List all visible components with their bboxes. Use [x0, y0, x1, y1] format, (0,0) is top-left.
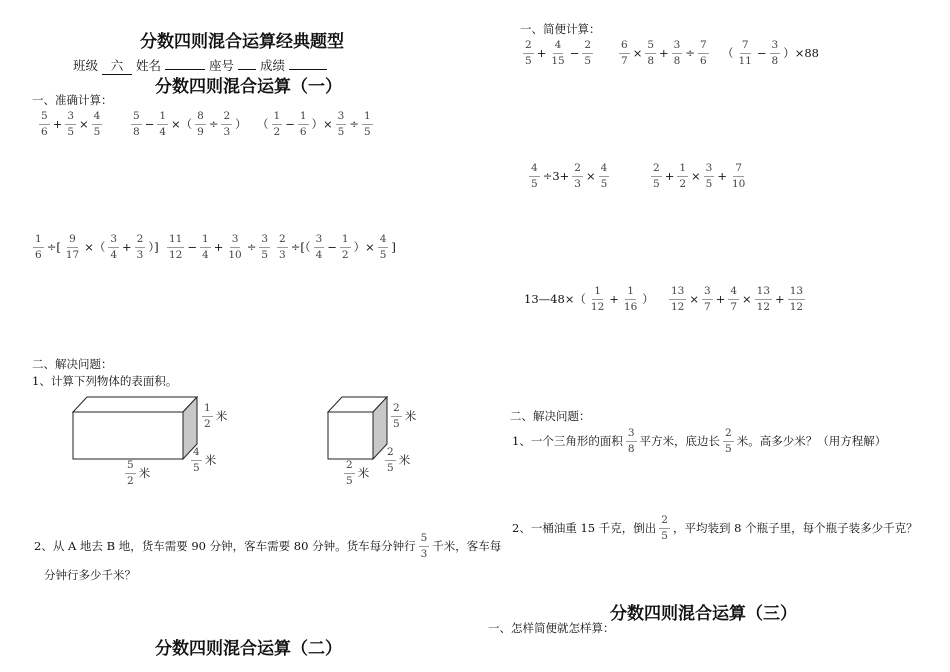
- numerator: 1: [677, 163, 688, 177]
- score-label: 成绩: [259, 58, 285, 73]
- expression-text: 米: [204, 453, 217, 467]
- numerator: 4: [191, 447, 202, 461]
- denominator: 6: [699, 54, 707, 67]
- numerator: 4: [599, 163, 610, 177]
- denominator: 4: [110, 248, 118, 261]
- denominator: 4: [202, 248, 209, 261]
- numerator: 1: [592, 286, 603, 300]
- numerator: 1: [298, 111, 309, 125]
- denominator: 5: [261, 248, 269, 261]
- fraction: [385, 447, 396, 473]
- box1-length-label: [124, 460, 152, 486]
- left-q2-line2: 分钟行多少千米？: [44, 568, 136, 582]
- fraction: [770, 40, 781, 66]
- fraction: [645, 40, 656, 66]
- numerator: 5: [645, 40, 656, 54]
- expression-text: ×: [79, 117, 89, 131]
- denominator: 16: [623, 300, 638, 313]
- fraction: [677, 163, 688, 189]
- class-label: 班级: [73, 58, 99, 73]
- section-2-title: 分数四则混合运算（二）: [155, 639, 342, 659]
- numerator: 4: [553, 40, 564, 54]
- expression-text: +: [715, 292, 726, 306]
- fraction: [391, 403, 402, 429]
- denominator: 3: [574, 177, 581, 190]
- expression-text: ×: [585, 169, 596, 183]
- denominator: 10: [731, 177, 746, 190]
- numerator: 1: [272, 111, 283, 125]
- fraction: [730, 163, 747, 189]
- box1-height-label: [201, 403, 229, 429]
- numerator: 4: [529, 163, 540, 177]
- expression-text: 平方米，底边长: [639, 434, 721, 448]
- seat-label: 座号: [208, 58, 234, 73]
- numerator: 3: [626, 428, 637, 442]
- fraction: [669, 286, 686, 312]
- denominator: 5: [705, 177, 713, 190]
- numerator: 2: [659, 515, 670, 529]
- numerator: 7: [733, 163, 744, 177]
- expression-text: ）×88: [783, 46, 819, 60]
- numerator: 2: [391, 403, 402, 417]
- denominator: 5: [387, 461, 394, 474]
- expression-text: −: [187, 240, 198, 254]
- denominator: 4: [315, 248, 323, 261]
- expression-text: +: [213, 240, 224, 254]
- denominator: 8: [133, 125, 140, 138]
- numerator: 1: [202, 403, 213, 417]
- fraction: [619, 40, 630, 66]
- fraction: [626, 428, 637, 454]
- fraction: [737, 40, 754, 66]
- denominator: 3: [223, 125, 231, 138]
- numerator: 2: [523, 40, 534, 54]
- expression-text: ）: [235, 117, 247, 131]
- expression-text: ）×: [311, 117, 333, 131]
- box1-width-label: [190, 447, 218, 473]
- box2-width-label: [384, 447, 412, 473]
- denominator: 5: [379, 248, 387, 261]
- denominator: 6: [35, 248, 42, 261]
- expression-text: ×: [632, 46, 643, 60]
- right-part1-heading: 一、简便计算：: [520, 22, 601, 36]
- numerator: 2: [572, 163, 583, 177]
- main-title: 分数四则混合运算经典题型: [140, 32, 344, 52]
- denominator: 3: [136, 248, 144, 261]
- expression-text: ÷: [349, 117, 359, 131]
- denominator: 3: [420, 547, 428, 560]
- expression-text: +: [775, 292, 785, 306]
- name-label: 姓名: [135, 58, 161, 73]
- denominator: 2: [679, 177, 687, 190]
- expression-text: +: [536, 46, 547, 60]
- expression-text: ×（: [171, 117, 193, 131]
- numerator: 2: [723, 428, 734, 442]
- expression-text: 米。高多少米？（用方程解）: [736, 434, 887, 448]
- fraction: [788, 286, 805, 312]
- denominator: 5: [393, 417, 400, 430]
- fraction: [755, 286, 772, 312]
- fraction: [651, 163, 662, 189]
- numerator: 2: [582, 40, 593, 54]
- denominator: 12: [756, 300, 771, 313]
- numerator: 5: [131, 111, 142, 125]
- denominator: 6: [299, 125, 307, 138]
- fraction: [191, 447, 202, 473]
- fraction: [622, 286, 639, 312]
- expression-text: ）×: [353, 240, 375, 254]
- denominator: 9: [197, 125, 204, 138]
- denominator: 11: [738, 54, 752, 67]
- numerator: 7: [698, 40, 709, 54]
- right-part3-heading: 一、怎样简便就怎样算：: [488, 621, 615, 635]
- numerator: 5: [125, 460, 136, 474]
- fraction: [549, 40, 566, 66]
- expression-text: −: [569, 46, 580, 60]
- right-q2: [510, 515, 920, 541]
- expression-text: 千米，客车每: [432, 539, 502, 553]
- expression-text: 2、一桶油重 15 千克，倒出: [512, 521, 657, 535]
- right-expr: [618, 40, 710, 66]
- numerator: 2: [221, 111, 232, 125]
- fraction: [589, 286, 606, 312]
- expression-text: ÷3+: [542, 169, 570, 183]
- numerator: 3: [704, 163, 715, 177]
- numerator: 2: [135, 234, 146, 248]
- expression-text: 米: [404, 409, 417, 423]
- right-expr: [522, 40, 594, 66]
- right-expr: [528, 163, 610, 189]
- section-3-title: 分数四则混合运算（三）: [610, 604, 797, 624]
- denominator: 5: [653, 177, 660, 190]
- expression-text: +: [717, 169, 727, 183]
- denominator: 5: [525, 54, 532, 67]
- expression-text: ]: [391, 240, 396, 254]
- fraction: [202, 403, 213, 429]
- denominator: 3: [279, 248, 286, 261]
- left-part2-heading: 二、解决问题：: [32, 357, 113, 371]
- expression-text: 13—48×（: [524, 292, 586, 306]
- fraction: [529, 163, 540, 189]
- denominator: 8: [771, 54, 779, 67]
- numerator: 3: [702, 286, 713, 300]
- expression-text: +: [52, 117, 63, 131]
- right-expr: [522, 286, 656, 312]
- numerator: 2: [277, 234, 288, 248]
- expression-text: +: [122, 240, 132, 254]
- denominator: 10: [228, 248, 242, 261]
- denominator: 5: [661, 529, 668, 542]
- expression-text: ÷: [208, 117, 219, 131]
- expression-text: ×: [742, 292, 752, 306]
- numerator: 1: [362, 111, 373, 125]
- denominator: 5: [93, 125, 101, 138]
- denominator: 8: [673, 54, 681, 67]
- numerator: 2: [344, 460, 355, 474]
- expression-text: 2、从 A 地去 B 地，货车需要 90 分钟，客车需要 80 分钟。货车每分钟行: [34, 539, 416, 553]
- expression-text: ÷: [246, 240, 257, 254]
- numerator: 4: [728, 286, 739, 300]
- numerator: 2: [651, 163, 662, 177]
- numerator: 5: [39, 111, 50, 125]
- numerator: 1: [200, 234, 211, 248]
- numerator: 2: [385, 447, 396, 461]
- denominator: 5: [725, 442, 732, 455]
- expression-text: 米: [215, 409, 228, 423]
- denominator: 5: [584, 54, 592, 67]
- denominator: 5: [337, 125, 345, 138]
- fraction: [702, 286, 713, 312]
- numerator: 11: [167, 234, 184, 248]
- numerator: 3: [314, 234, 325, 248]
- expression-text: +: [609, 292, 619, 306]
- numerator: 1: [340, 234, 351, 248]
- numerator: 3: [770, 40, 781, 54]
- expression-text: ，平均装到 8 个瓶子里，每个瓶子装多少千克？: [672, 521, 918, 535]
- right-expr: [650, 163, 748, 189]
- expression-text: −: [285, 117, 295, 131]
- expression-text: ）: [642, 292, 654, 306]
- denominator: 5: [346, 474, 353, 487]
- denominator: 12: [169, 248, 183, 261]
- denominator: 6: [41, 125, 48, 138]
- fraction: [572, 163, 583, 189]
- expression-text: 米: [357, 466, 370, 480]
- fraction: [698, 40, 709, 66]
- numerator: 7: [740, 40, 751, 54]
- fraction: [659, 515, 670, 541]
- denominator: 12: [789, 300, 804, 313]
- denominator: 5: [531, 177, 538, 190]
- box2-length-label: [343, 460, 371, 486]
- numerator: 3: [259, 234, 270, 248]
- right-expr: [668, 286, 806, 312]
- left-part1-heading: 一、准确计算：: [32, 93, 113, 107]
- fraction: [728, 286, 739, 312]
- numerator: 13: [788, 286, 805, 300]
- section-1-title: 分数四则混合运算（一）: [155, 77, 342, 97]
- expression-text: （: [722, 46, 734, 60]
- numerator: 9: [67, 234, 78, 248]
- denominator: 5: [67, 125, 75, 138]
- expression-text: −: [327, 240, 337, 254]
- fraction: [582, 40, 593, 66]
- denominator: 12: [590, 300, 605, 313]
- left-q2-line1: [32, 533, 503, 559]
- denominator: 2: [341, 248, 349, 261]
- fraction: [344, 460, 355, 486]
- numerator: 13: [669, 286, 686, 300]
- expression-text: +: [659, 46, 669, 60]
- expression-text: −: [756, 46, 767, 60]
- denominator: 2: [273, 125, 281, 138]
- right-part2-heading: 二、解决问题：: [510, 409, 591, 423]
- numerator: 3: [672, 40, 683, 54]
- denominator: 2: [204, 417, 211, 430]
- numerator: 3: [336, 111, 347, 125]
- numerator: 1: [157, 111, 168, 125]
- right-q1: [510, 428, 888, 454]
- left-q1: 1、计算下列物体的表面积。: [32, 374, 178, 388]
- numerator: 6: [619, 40, 630, 54]
- numerator: 8: [195, 111, 206, 125]
- fraction: [599, 163, 610, 189]
- numerator: 3: [108, 234, 119, 248]
- numerator: 4: [92, 111, 103, 125]
- numerator: 3: [65, 111, 76, 125]
- expression-text: −: [144, 117, 155, 131]
- expression-text: ÷[（: [290, 240, 311, 254]
- expression-text: ÷[: [46, 240, 61, 254]
- denominator: 5: [363, 125, 371, 138]
- denominator: 7: [621, 54, 628, 67]
- right-expr: [720, 40, 821, 66]
- numerator: 1: [33, 234, 44, 248]
- expression-text: 1、一个三角形的面积: [512, 434, 623, 448]
- numerator: 5: [419, 533, 430, 547]
- denominator: 2: [127, 474, 134, 487]
- expression-text: ×: [691, 169, 701, 183]
- denominator: 8: [647, 54, 655, 67]
- fraction: [723, 428, 734, 454]
- denominator: 17: [65, 248, 80, 261]
- denominator: 7: [704, 300, 711, 313]
- expression-text: ÷: [685, 46, 695, 60]
- expression-text: ×: [689, 292, 700, 306]
- expression-text: （: [257, 117, 269, 131]
- fraction: [704, 163, 715, 189]
- numerator: 3: [230, 234, 241, 248]
- denominator: 15: [551, 54, 565, 67]
- box2-height-label: [390, 403, 418, 429]
- fraction: [672, 40, 683, 66]
- fraction: [419, 533, 430, 559]
- denominator: 5: [600, 177, 608, 190]
- expression-text: 米: [138, 466, 151, 480]
- numerator: 13: [755, 286, 772, 300]
- numerator: 1: [625, 286, 636, 300]
- expression-text: ×（: [84, 240, 106, 254]
- fraction: [125, 460, 136, 486]
- expression-text: 米: [398, 453, 411, 467]
- numerator: 4: [378, 234, 389, 248]
- expression-text: +: [664, 169, 675, 183]
- denominator: 8: [627, 442, 635, 455]
- denominator: 12: [671, 300, 685, 313]
- class-value: 六: [102, 56, 132, 75]
- expression-text: ）]: [148, 240, 159, 254]
- denominator: 4: [159, 125, 167, 138]
- denominator: 5: [193, 461, 200, 474]
- fraction: [523, 40, 534, 66]
- denominator: 7: [730, 300, 738, 313]
